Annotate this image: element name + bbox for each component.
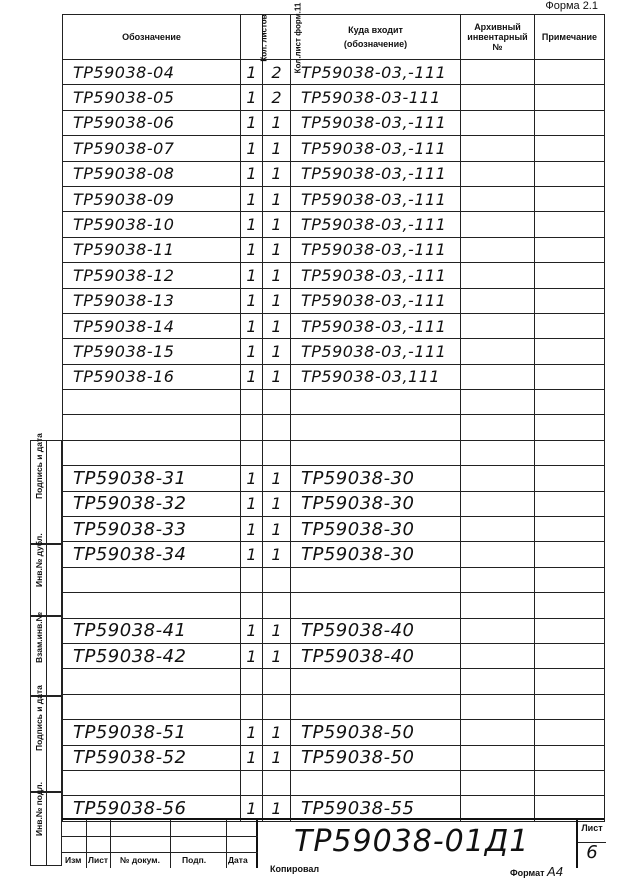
archive-cell [461, 720, 535, 745]
designation-cell: ТР59038-33 [63, 517, 241, 542]
sheets-cell: 1 [241, 618, 263, 643]
part-of-cell: ТР59038-30 [291, 542, 461, 567]
side-sign-date-1: Подпись и дата [30, 440, 62, 544]
archive-cell [461, 593, 535, 618]
format-cell: 1 [263, 339, 291, 364]
part-of-cell [291, 694, 461, 719]
table-row [63, 440, 605, 465]
part-of-cell [291, 770, 461, 795]
archive-cell [461, 313, 535, 338]
archive-cell [461, 770, 535, 795]
sheets-cell [241, 593, 263, 618]
format-cell: 1 [263, 517, 291, 542]
header-designation: Обозначение [63, 15, 241, 60]
designation-cell: ТР59038-32 [63, 491, 241, 516]
table-row [63, 466, 605, 491]
designation-cell: ТР59038-13 [63, 288, 241, 313]
part-of-cell: ТР59038-03,-111 [291, 136, 461, 161]
note-cell [535, 618, 605, 643]
note-cell [535, 212, 605, 237]
format-cell: 1 [263, 618, 291, 643]
sheets-cell: 1 [241, 136, 263, 161]
sheets-cell: 1 [241, 720, 263, 745]
list-label: Лист [88, 855, 109, 865]
note-cell [535, 237, 605, 262]
part-of-cell: ТР59038-30 [291, 491, 461, 516]
archive-cell [461, 85, 535, 110]
table-row [63, 694, 605, 719]
note-cell [535, 390, 605, 415]
sheets-cell [241, 669, 263, 694]
note-cell [535, 313, 605, 338]
table-row [63, 313, 605, 338]
table-row [63, 542, 605, 567]
archive-cell [461, 466, 535, 491]
designation-cell: ТР59038-06 [63, 110, 241, 135]
part-of-cell: ТР59038-55 [291, 796, 461, 821]
archive-cell [461, 745, 535, 770]
part-of-cell: ТР59038-03-111 [291, 85, 461, 110]
note-cell [535, 60, 605, 85]
part-of-cell: ТР59038-03,-111 [291, 212, 461, 237]
format-cell: 1 [263, 745, 291, 770]
part-of-cell [291, 390, 461, 415]
note-cell [535, 720, 605, 745]
note-cell [535, 745, 605, 770]
format-label: Формат А4 [510, 864, 563, 879]
side-sign-date-2: Подпись и дата [30, 696, 62, 792]
sheets-cell [241, 415, 263, 440]
sheets-cell: 1 [241, 466, 263, 491]
sheets-cell: 1 [241, 796, 263, 821]
part-of-cell: ТР59038-30 [291, 517, 461, 542]
sheets-cell: 1 [241, 161, 263, 186]
form-label: Форма 2.1 [545, 0, 598, 12]
part-of-cell: ТР59038-03,-111 [291, 161, 461, 186]
designation-cell: ТР59038-11 [63, 237, 241, 262]
part-of-cell [291, 567, 461, 592]
archive-cell [461, 542, 535, 567]
part-of-cell: ТР59038-03,-111 [291, 339, 461, 364]
header-note: Примечание [535, 15, 605, 60]
sheets-cell: 1 [241, 237, 263, 262]
part-of-cell [291, 669, 461, 694]
designation-cell: ТР59038-09 [63, 186, 241, 211]
note-cell [535, 364, 605, 389]
table-row [63, 770, 605, 795]
designation-cell [63, 669, 241, 694]
archive-cell [461, 491, 535, 516]
archive-cell [461, 364, 535, 389]
sheets-cell: 1 [241, 364, 263, 389]
sheets-cell: 1 [241, 643, 263, 668]
archive-cell [461, 440, 535, 465]
designation-cell [63, 593, 241, 618]
part-of-cell: ТР59038-03,-111 [291, 288, 461, 313]
note-cell [535, 136, 605, 161]
note-cell [535, 593, 605, 618]
note-cell [535, 542, 605, 567]
part-of-cell: ТР59038-40 [291, 643, 461, 668]
note-cell [535, 643, 605, 668]
part-of-cell [291, 440, 461, 465]
designation-cell: ТР59038-51 [63, 720, 241, 745]
archive-cell [461, 694, 535, 719]
note-cell [535, 440, 605, 465]
header-archive-number: Архивный инвентарный № [461, 15, 535, 60]
archive-cell [461, 669, 535, 694]
format-cell [263, 390, 291, 415]
designation-cell: ТР59038-04 [63, 60, 241, 85]
note-cell [535, 110, 605, 135]
designation-cell [63, 567, 241, 592]
format-cell: 1 [263, 720, 291, 745]
title-block [62, 818, 604, 866]
sheets-cell: 1 [241, 60, 263, 85]
archive-cell [461, 212, 535, 237]
designation-cell: ТР59038-16 [63, 364, 241, 389]
format-cell: 1 [263, 466, 291, 491]
archive-cell [461, 618, 535, 643]
format-cell [263, 669, 291, 694]
format-cell: 1 [263, 110, 291, 135]
format-cell [263, 593, 291, 618]
archive-cell [461, 415, 535, 440]
designation-cell: ТР59038-08 [63, 161, 241, 186]
archive-cell [461, 186, 535, 211]
designation-cell: ТР59038-56 [63, 796, 241, 821]
sheets-cell: 1 [241, 517, 263, 542]
sheets-cell: 1 [241, 313, 263, 338]
table-row [63, 745, 605, 770]
note-cell [535, 415, 605, 440]
format-cell: 1 [263, 212, 291, 237]
archive-cell [461, 567, 535, 592]
table-row [63, 618, 605, 643]
archive-cell [461, 263, 535, 288]
side-inv-podl: Инв.№ подл. [30, 792, 62, 866]
note-cell [535, 669, 605, 694]
format-cell: 1 [263, 263, 291, 288]
note-cell [535, 288, 605, 313]
designation-cell: ТР59038-12 [63, 263, 241, 288]
designation-cell: ТР59038-34 [63, 542, 241, 567]
part-of-cell: ТР59038-03,-111 [291, 237, 461, 262]
archive-cell [461, 390, 535, 415]
archive-cell [461, 237, 535, 262]
table-row [63, 720, 605, 745]
part-of-cell: ТР59038-03,-111 [291, 263, 461, 288]
archive-cell [461, 288, 535, 313]
note-cell [535, 186, 605, 211]
table-row [63, 263, 605, 288]
date-label: Дата [228, 855, 248, 865]
header-qty-sheets: Кол. листов [241, 15, 263, 60]
archive-cell [461, 161, 535, 186]
format-cell: 1 [263, 186, 291, 211]
designation-cell [63, 415, 241, 440]
table-row [63, 517, 605, 542]
part-of-cell: ТР59038-30 [291, 466, 461, 491]
format-cell: 2 [263, 60, 291, 85]
sheets-cell: 1 [241, 186, 263, 211]
sheets-cell [241, 770, 263, 795]
sheets-cell: 1 [241, 542, 263, 567]
note-cell [535, 466, 605, 491]
table-row [63, 669, 605, 694]
format-cell [263, 440, 291, 465]
archive-cell [461, 517, 535, 542]
side-vzam-inv: Взам.инв.№ [30, 616, 62, 696]
signature-label: Подп. [182, 855, 207, 865]
part-of-cell: ТР59038-03,-111 [291, 60, 461, 85]
table-row [63, 237, 605, 262]
sheet-label: Лист [578, 823, 606, 843]
designation-cell: ТР59038-14 [63, 313, 241, 338]
table-row [63, 643, 605, 668]
format-cell: 1 [263, 161, 291, 186]
note-cell [535, 161, 605, 186]
table-row [63, 85, 605, 110]
sheets-cell: 1 [241, 339, 263, 364]
note-cell [535, 517, 605, 542]
archive-cell [461, 136, 535, 161]
sheets-cell: 1 [241, 263, 263, 288]
izm-label: Изм [65, 855, 82, 865]
table-row [63, 212, 605, 237]
sheets-cell: 1 [241, 110, 263, 135]
table-header-row [63, 15, 605, 60]
header-part-of: Куда входит (обозначение) [291, 15, 461, 60]
designation-cell: ТР59038-52 [63, 745, 241, 770]
table-row [63, 161, 605, 186]
sheets-cell: 1 [241, 212, 263, 237]
note-cell [535, 770, 605, 795]
sheets-cell: 1 [241, 85, 263, 110]
part-of-cell: ТР59038-40 [291, 618, 461, 643]
table-row [63, 186, 605, 211]
table-row [63, 110, 605, 135]
part-of-cell: ТР59038-03,-111 [291, 186, 461, 211]
format-cell: 1 [263, 643, 291, 668]
designation-cell: ТР59038-10 [63, 212, 241, 237]
format-cell: 1 [263, 796, 291, 821]
format-cell: 1 [263, 542, 291, 567]
designation-cell: ТР59038-42 [63, 643, 241, 668]
part-of-cell: ТР59038-50 [291, 720, 461, 745]
archive-cell [461, 643, 535, 668]
format-cell: 1 [263, 288, 291, 313]
sheets-cell [241, 694, 263, 719]
part-of-cell [291, 593, 461, 618]
table-row [63, 593, 605, 618]
sheets-cell: 1 [241, 288, 263, 313]
designation-cell [63, 694, 241, 719]
designation-cell: ТР59038-07 [63, 136, 241, 161]
designation-cell: ТР59038-15 [63, 339, 241, 364]
note-cell [535, 85, 605, 110]
part-of-cell: ТР59038-50 [291, 745, 461, 770]
table-row [63, 567, 605, 592]
format-cell: 1 [263, 491, 291, 516]
table-row [63, 390, 605, 415]
note-cell [535, 339, 605, 364]
format-cell: 2 [263, 85, 291, 110]
part-of-cell [291, 415, 461, 440]
table-row [63, 415, 605, 440]
note-cell [535, 263, 605, 288]
table-row [63, 491, 605, 516]
table-row [63, 136, 605, 161]
note-cell [535, 694, 605, 719]
archive-cell [461, 339, 535, 364]
sheets-cell [241, 390, 263, 415]
document-code: ТР59038-01Д1 [294, 824, 530, 859]
revision-grid [62, 820, 258, 868]
table-row [63, 60, 605, 85]
side-inv-dubl: Инв.№ дубл. [30, 544, 62, 616]
doc-number-label: № докум. [120, 855, 160, 865]
header-qty-format: Кол.лист форм.11 [263, 15, 291, 60]
sheets-cell [241, 567, 263, 592]
designation-cell [63, 440, 241, 465]
designation-cell: ТР59038-41 [63, 618, 241, 643]
format-cell [263, 694, 291, 719]
format-cell [263, 567, 291, 592]
note-cell [535, 567, 605, 592]
sheets-cell: 1 [241, 745, 263, 770]
format-cell: 1 [263, 364, 291, 389]
sheets-cell [241, 440, 263, 465]
designation-cell: ТР59038-05 [63, 85, 241, 110]
archive-cell [461, 110, 535, 135]
sheets-cell: 1 [241, 491, 263, 516]
note-cell [535, 491, 605, 516]
designation-cell [63, 770, 241, 795]
designation-cell: ТР59038-31 [63, 466, 241, 491]
format-cell: 1 [263, 237, 291, 262]
designation-cell [63, 390, 241, 415]
format-cell [263, 415, 291, 440]
part-of-cell: ТР59038-03,111 [291, 364, 461, 389]
table-row [63, 364, 605, 389]
archive-cell [461, 60, 535, 85]
format-cell: 1 [263, 136, 291, 161]
part-of-cell: ТР59038-03,-111 [291, 110, 461, 135]
table-row [63, 339, 605, 364]
table-row [63, 288, 605, 313]
sheet-number: 6 [586, 842, 598, 863]
format-cell: 1 [263, 313, 291, 338]
part-of-cell: ТР59038-03,-111 [291, 313, 461, 338]
sheet-box [576, 820, 604, 868]
copied-label: Копировал [270, 864, 320, 874]
format-cell [263, 770, 291, 795]
